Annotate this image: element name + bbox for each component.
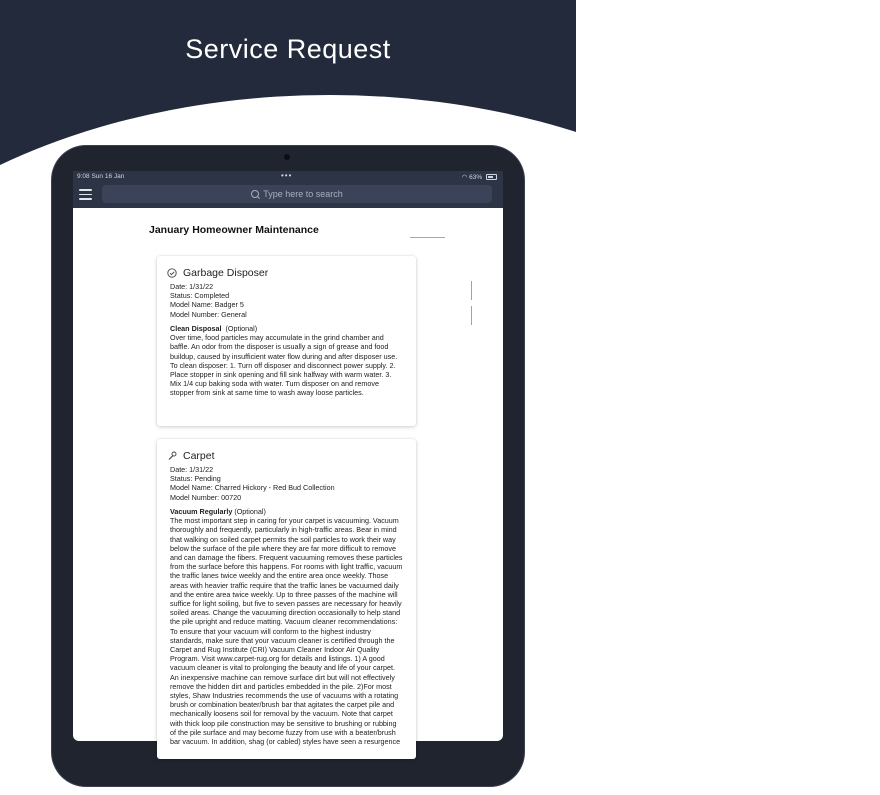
hamburger-menu-icon[interactable] [79,189,92,200]
page-title: January Homeowner Maintenance [149,224,319,236]
multitask-dots[interactable]: ••• [281,171,293,180]
search-input[interactable] [102,185,492,203]
battery-icon [486,174,497,180]
status-bar [73,171,503,182]
task-card[interactable] [157,256,416,426]
status-time: 9:08 Sun 16 Jan [77,173,125,180]
section-optional: (Optional) [234,507,266,516]
search-icon [251,190,259,198]
section-title: Clean Disposal [170,324,222,333]
scroll-indicator[interactable] [471,306,472,325]
card-header [167,266,268,280]
battery-percent: 63% [469,174,483,181]
section-title: Vacuum Regularly [170,507,233,516]
section-optional: (Optional) [225,324,258,333]
card-model-name: Model Name: Badger 5 [170,300,244,310]
card-title: Carpet [183,450,215,462]
top-navigation-bar [73,182,503,208]
card-model-number: Model Number: General [170,309,247,319]
section-text: The most important step in caring for your carpet is vacuuming. Vacuum thoroughly and frequently, particularly in high-traffic areas. Bear in mind that walking on soiled carpet permits the soil particles to work their way below the surface of the pile where they are far more difficult to remove and can damage the fibers. Frequent vacuuming removes these particles from the surface before this happens. For rooms with light traffic, vacuum the traffic lanes twice weekly and the entire area once weekly. Those areas with heavier traffic require that the traffic lanes be vacuumed daily and the entire area twice weekly. Up to three passes of the machine will suffice for light soiling, but five to seven passes are necessary for heavily soiled areas. Change the vacuuming direction occasionally to help stand the pile upright and reduce matting. Vacuum cleaner recommendations: To ensure that your vacuum will conform to the highest industry standards, make sure that your vacuum cleaner is certified through the Carpet and Rug Institute (CRI) Vacuum Cleaner Indoor Air Quality Program. Visit www.carpet-rug.org for details and listings. 1) A good vacuum cleaner is vital to prolonging the beauty and life of your carpet. An inexpensive machine can remove surface dirt but will not effectively remove the hidden dirt and particles embedded in the pile. 2)For most styles, Shaw Industries recommends the use of vacuums with a rotating brush or combination beater/brush bar that agitates the carpet pile and mechanically loosens soil for removal by the vacuum. Note that carpet with thick loop pile construction may be sensitive to brushing or rubbing of the pile surface and may become fuzzy from use with a beater/brush bar vacuum. In addition, shag (or cabled) styles have seen a resurgence [170,516,403,747]
card-title: Garbage Disposer [183,267,269,279]
card-status: Status: Pending [170,474,221,484]
title-underline [410,237,445,238]
card-details [170,465,335,502]
camera-dot [284,154,290,160]
card-description [170,324,404,398]
wrench-icon [167,451,177,461]
check-circle-icon [167,268,177,278]
search-placeholder: Type here to search [263,189,343,199]
card-date: Date: 1/31/22 [170,465,214,474]
task-card[interactable] [157,439,416,759]
card-status: Status: Completed [170,291,230,301]
card-model-name: Model Name: Charred Hickory - Red Bud Collection [170,483,335,493]
app-screen [73,171,503,747]
card-details [170,282,247,319]
card-date: Date: 1/31/22 [170,282,214,291]
section-text: Over time, food particles may accumulate in the grind chamber and baffle. An odor from the disposer is usually a sign of grease and food buildup, caused by insufficient water flow during and after disposer use. To clean disposer: 1. Turn off disposer and disconnect power supply. 2. Place stopper in sink opening and fill sink halfway with warm water. 3. Mix 1/4 cup baking soda with water. Turn disposer on and remove stopper from sink at same time to wash away loose particles. [170,333,398,398]
card-description [170,507,404,746]
card-header [167,449,215,463]
status-right [462,173,497,181]
wifi-icon: ◠ [461,174,468,181]
scroll-indicator[interactable] [471,281,472,300]
card-model-number: Model Number: 00720 [170,492,242,502]
tablet-device [52,146,524,786]
page-headline: Service Request [185,34,391,64]
